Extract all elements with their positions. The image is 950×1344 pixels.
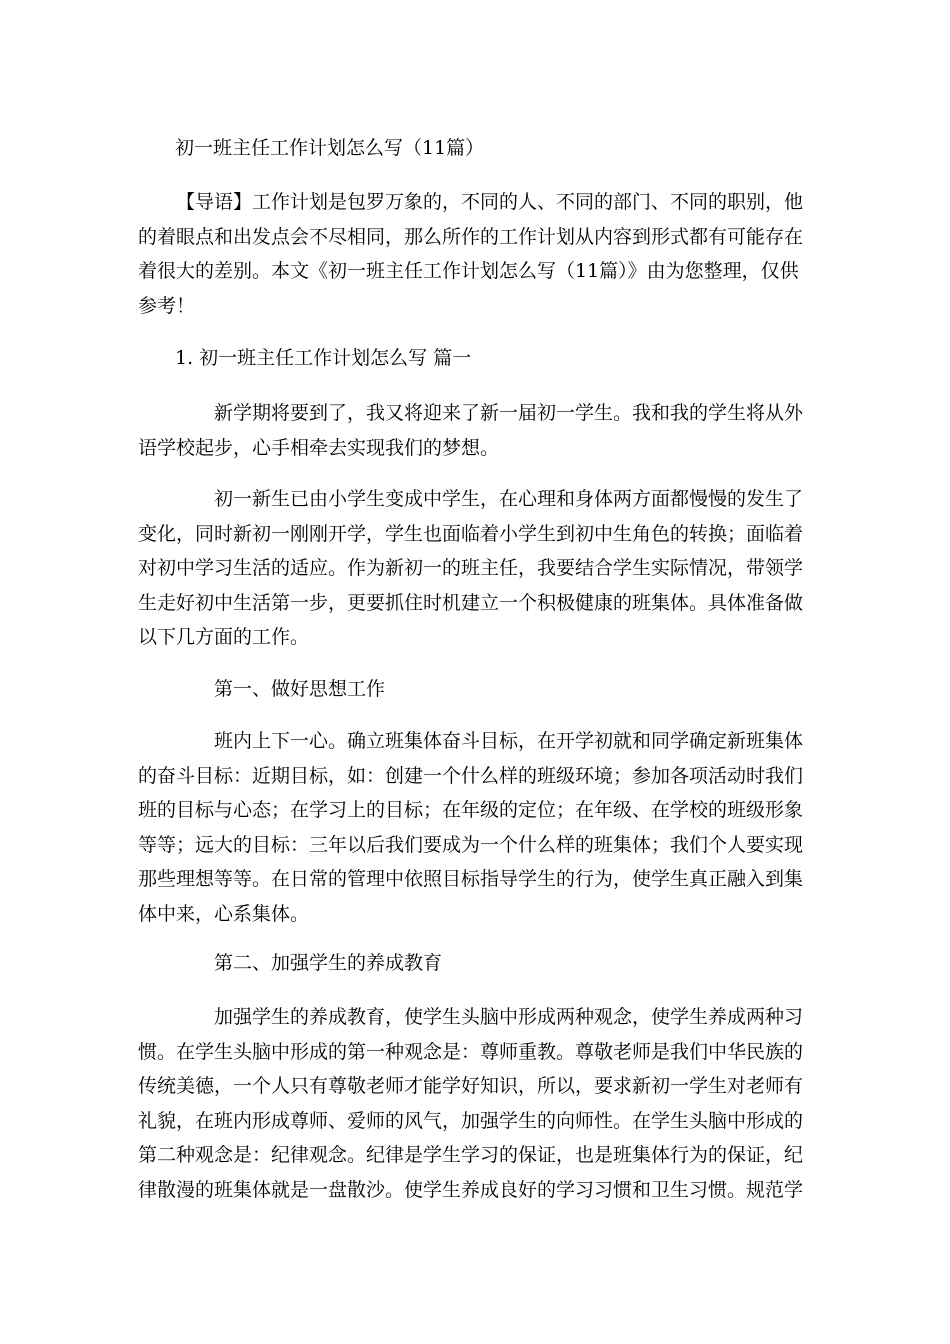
paragraph-line: 变化，同时新初一刚刚开学，学生也面临着小学生到初中生角色的转换；面临着 <box>138 522 804 545</box>
paragraph-line: 的奋斗目标：近期目标，如：创建一个什么样的班级环境；参加各项活动时我们 <box>138 764 804 787</box>
document-title: 初一班主任工作计划怎么写（11篇） <box>175 137 485 159</box>
body-paragraph <box>138 1000 812 1207</box>
paragraph-line: 加强学生的养成教育，使学生头脑中形成两种观念，使学生养成两种习 <box>214 1006 804 1028</box>
paragraph-line: 对初中学习生活的适应。作为新初一的班主任，我要结合学生实际情况，带领学 <box>138 557 804 579</box>
paragraph-line: 那些理想等等。在日常的管理中依照目标指导学生的行为，使学生真正融入到集 <box>138 868 804 890</box>
paragraph-line: 班的目标与心态；在学习上的目标；在年级的定位；在年级、在学校的班级形象 <box>138 799 804 821</box>
subsection-heading: 第二、加强学生的养成教育 <box>214 952 443 974</box>
intro-line: 着很大的差别。本文《初一班主任工作计划怎么写（11篇）》由为您整理，仅供 <box>138 260 799 282</box>
paragraph-line: 律散漫的班集体就是一盘散沙。使学生养成良好的学习习惯和卫生习惯。规范学 <box>138 1178 804 1201</box>
intro-paragraph <box>138 185 812 323</box>
paragraph-line: 语学校起步，心手相牵去实现我们的梦想。 <box>138 436 500 459</box>
body-paragraph <box>138 482 812 655</box>
paragraph-line: 以下几方面的工作。 <box>138 626 310 648</box>
body-paragraph <box>138 396 812 465</box>
paragraph-line: 等等；远大的目标：三年以后我们要成为一个什么样的班集体；我们个人要实现 <box>138 833 804 856</box>
intro-line: 的着眼点和出发点会不尽相同，那么所作的工作计划从内容到形式都有可能存在 <box>138 225 804 248</box>
paragraph-line: 体中来，心系集体。 <box>138 902 310 925</box>
paragraph-line: 惯。在学生头脑中形成的第一种观念是：尊师重教。尊敬老师是我们中华民族的 <box>138 1040 804 1063</box>
paragraph-line: 传统美德，一个人只有尊敬老师才能学好知识，所以，要求新初一学生对老师有 <box>138 1075 804 1097</box>
subsection-heading: 第一、做好思想工作 <box>214 678 386 700</box>
paragraph-line: 班内上下一心。确立班集体奋斗目标，在开学初就和同学确定新班集体 <box>214 730 804 752</box>
paragraph-line: 生走好初中生活第一步，更要抓住时机建立一个积极健康的班集体。具体准备做 <box>138 591 804 614</box>
paragraph-line: 新学期将要到了，我又将迎来了新一届初一学生。我和我的学生将从外 <box>214 402 804 424</box>
section-heading: 1. 初一班主任工作计划怎么写 篇一 <box>175 347 472 369</box>
intro-line: 【导语】工作计划是包罗万象的，不同的人、不同的部门、不同的职别，他 <box>176 191 804 213</box>
paragraph-line: 礼貌，在班内形成尊师、爱师的风气，加强学生的向师性。在学生头脑中形成的 <box>138 1109 804 1132</box>
body-paragraph <box>138 724 812 931</box>
paragraph-line: 第二种观念是：纪律观念。纪律是学生学习的保证，也是班集体行为的保证，纪 <box>138 1144 804 1166</box>
intro-line: 参考！ <box>138 294 196 317</box>
paragraph-line: 初一新生已由小学生变成中学生，在心理和身体两方面都慢慢的发生了 <box>214 488 804 510</box>
